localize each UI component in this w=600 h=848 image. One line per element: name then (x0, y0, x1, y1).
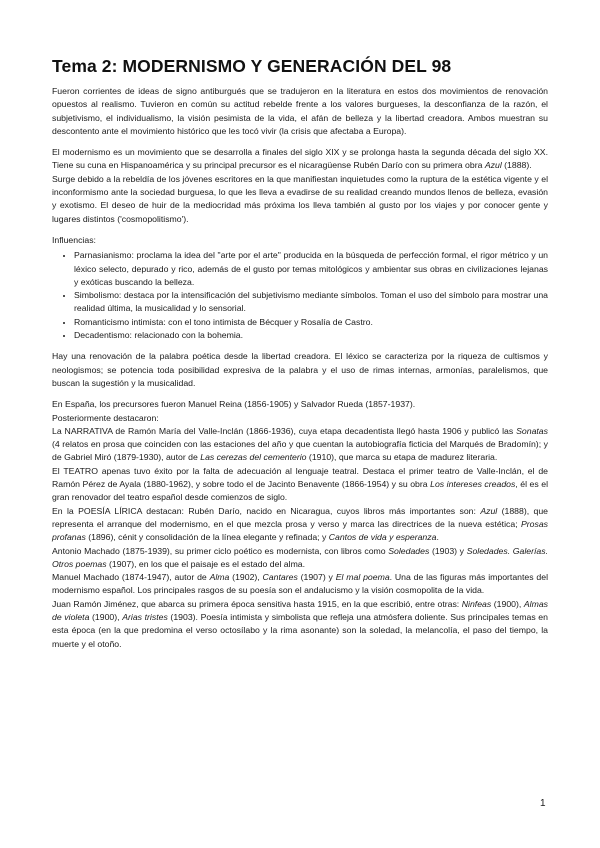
teatro-paragraph: El TEATRO apenas tuvo éxito por la falta de adecuación al lenguaje teatral. Destaca el primer teatro de Valle-Inclán, el de Ramón Pérez de Ayala (1880-1962), y sobre todo el de Jacinto Benavente (1866-1954) y su obra Los intereses creados, él es el gran renovador del teatro español desde comienzos de siglo. (52, 465, 548, 503)
list-item: • Decadentismo: relacionado con la bohemia. (74, 329, 548, 342)
page-title: Tema 2: MODERNISMO Y GENERACIÓN DEL 98 (52, 56, 452, 76)
espana-precursores: En España, los precursores fueron Manuel Reina (1856-1905) y Salvador Rueda (1857-1937). (52, 399, 416, 410)
page-number: 1 (540, 798, 546, 809)
antonio-machado-paragraph: Antonio Machado (1875-1939), su primer ciclo poético es modernista, con libros como Soledades (1903) y Soledades. Galerías. Otros poemas (1907), en los que el paisaje es el estado del alma. (52, 545, 549, 569)
list-item: • Parnasianismo: proclama la idea del "arte por el arte" producida en la búsqueda de perfección formal, el rigor métrico y un léxico selecto, depurado y rico, además de el gusto por temas mitológicos y ambientar sus obras en civilizaciones lejanas y exóticas buscando la belleza. (74, 249, 548, 289)
influencias-list (52, 249, 548, 342)
list-item: • Simbolismo: destaca por la intensificación del subjetivismo mediante símbolos. Toman el uso del símbolo para mostrar una realidad última, la musicalidad y lo sensorial. (74, 289, 548, 316)
juan-ramon-jimenez-paragraph: Juan Ramón Jiménez, que abarca su primera época sensitiva hasta 1915, en la que escribió, entre otras: Ninfeas (1900), Almas de violeta (1900), Arias tristes (1903). Poesía intimista y simbolista que refleja una atmósfera doliente. Sus principales temas en esta época (en la que predomina el verso octosílabo y la rima asonante) son la soledad, la melancolía, el paso del tiempo, la muerte y el otoño. (52, 598, 548, 649)
poesia-paragraph: En la POESÍA LÍRICA destacan: Rubén Darío, nacido en Nicaragua, cuyos libros más importantes son: Azul (1888), que representa el arranque del modernismo, en el que mezcla prosa y verso y marca las directrices de la nueva estética; Prosas profanas (1896), cénit y consolidación de la línea elegante y refinada; y Cantos de vida y esperanza. (52, 505, 548, 543)
renovacion-paragraph: Hay una renovación de la palabra poética desde la libertad creadora. El léxico se caracteriza por la riqueza de cultismos y neologismos; se potencia toda posibilidad expresiva de la palabra y el uso de rimas internas, armonías, paralelismos, que buscan la sugestión y la musicalidad. (52, 351, 548, 388)
list-item: • Romanticismo intimista: con el tono intimista de Bécquer y Rosalía de Castro. (74, 316, 548, 329)
modernismo-paragraph-2: Surge debido a la rebeldía de los jóvenes escritores en la que manifiestan inquietudes como la ruptura de la estética vigente y el inconformismo ante la sociedad burguesa, lo que les lleva a evadirse de su realidad creando mundos llenos de belleza, evasión y exotismo. El deseo de huir de la mediocridad más próxima los lleva también al gusto por los viajes y por conocer gente y lugares distintos ('cosmopolitismo'). (52, 173, 548, 224)
influencias-heading: Influencias: (52, 234, 96, 245)
intro-paragraph: Fueron corrientes de ideas de signo antiburgués que se tradujeron en la literatura en estos dos movimientos de renovación opuestos al realismo. Tuvieron en común su actitud rebelde frente a los valores burgueses, la desconfianza de la razón, el subjetivismo, el individualismo, la visión pesimista de la vida, el afán de belleza y la libertad creadora. Ambos muestran su descontento ante el movimiento histórico que les tocó vivir (la crisis que afectaba a Europa). (52, 86, 548, 136)
espana-posteriormente: Posteriormente destacaron: (52, 412, 159, 423)
document-page (52, 56, 548, 651)
modernismo-paragraph-1: El modernismo es un movimiento que se desarrolla a finales del siglo XIX y se prolonga hasta la segunda década del siglo XX. Tiene su cuna en Hispanoamérica y su principal precursor es el nicaragüense Rubén Darío con su primera obra Azul (1888). (52, 147, 548, 171)
narrativa-paragraph: La NARRATIVA de Ramón María del Valle-Inclán (1866-1936), cuya etapa decadentista llegó hasta 1906 y publicó las Sonatas (4 relatos en prosa que coinciden con las estaciones del año y que cuentan la autobiografía ficticia del Marqués de Bradomín); y de Gabriel Miró (1879-1930), autor de Las cerezas del cementerio (1910), que marca su etapa de madurez literaria. (52, 425, 548, 463)
manuel-machado-paragraph: Manuel Machado (1874-1947), autor de Alma (1902), Cantares (1907) y El mal poema. Una de las figuras más importantes del modernismo español. Los principales rasgos de su poesía son el andalucismo y la visión cosmopolita de la vida. (52, 572, 548, 596)
